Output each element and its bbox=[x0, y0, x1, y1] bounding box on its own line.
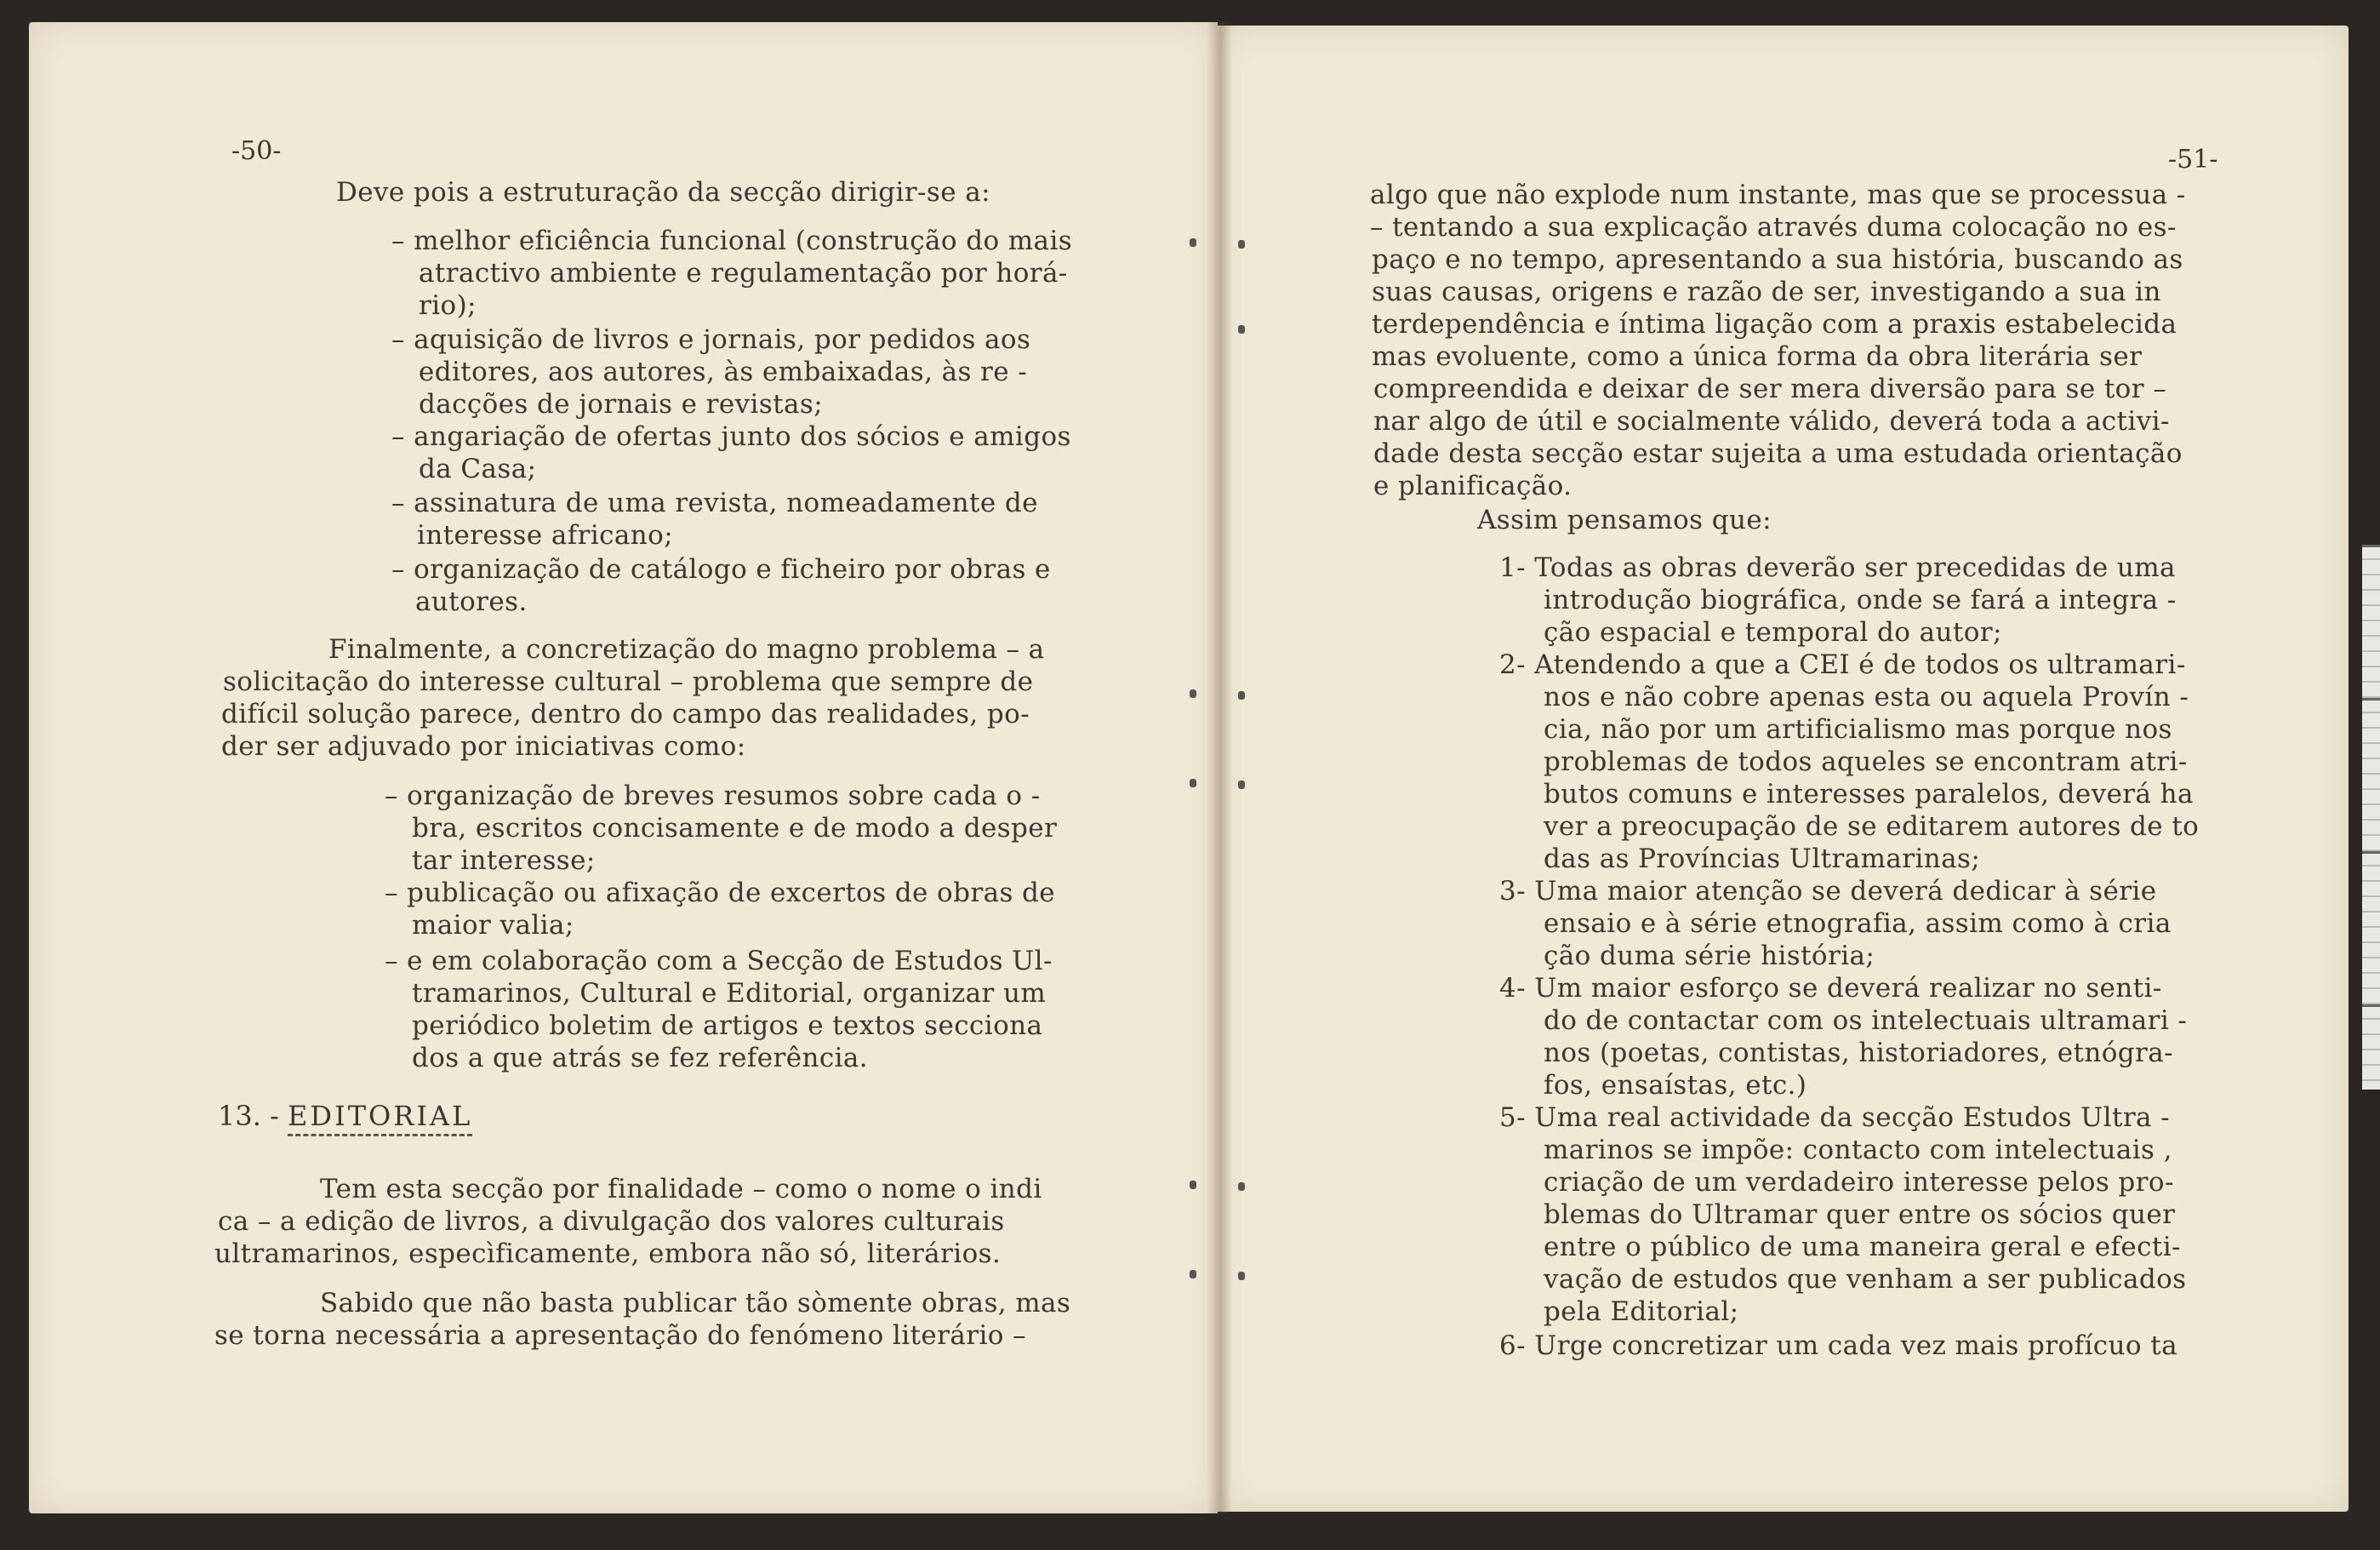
text-line: periódico boletim de artigos e textos secciona bbox=[412, 1010, 1043, 1041]
text-line: vação de estudos que venham a ser publicados bbox=[1544, 1264, 2187, 1295]
binding-mark bbox=[1238, 325, 1245, 334]
text-line: ensaio e à série etnografia, assim como à cria bbox=[1544, 908, 2172, 939]
text-line: ca – a edição de livros, a divulgação dos valores culturais bbox=[218, 1206, 1005, 1237]
text-line: 5- Uma real actividade da secção Estudos Ultra - bbox=[1499, 1102, 2171, 1133]
text-line: 3- Uma maior atenção se deverá dedicar à série bbox=[1499, 876, 2157, 907]
text-line: butos comuns e interesses paralelos, deverá ha bbox=[1544, 779, 2194, 809]
text-line: nos e não cobre apenas esta ou aquela Provín - bbox=[1544, 682, 2189, 712]
text-line: das as Províncias Ultramarinas; bbox=[1544, 844, 1981, 874]
text-line: Assim pensamos que: bbox=[1477, 505, 1772, 535]
text-line: fos, ensaístas, etc.) bbox=[1544, 1070, 1807, 1101]
text-line: – organização de breves resumos sobre cada o - bbox=[385, 781, 1041, 811]
text-line: e planificação. bbox=[1373, 471, 1572, 501]
text-line: da Casa; bbox=[419, 454, 537, 484]
text-line: marinos se impõe: contacto com intelectuais , bbox=[1544, 1135, 2172, 1165]
text-line: – angariação de ofertas junto dos sócios e amigos bbox=[391, 421, 1071, 452]
text-line: – aquisição de livros e jornais, por pedidos aos bbox=[391, 324, 1031, 355]
text-line: maior valia; bbox=[412, 910, 574, 941]
text-line: paço e no tempo, apresentando a sua história, buscando as bbox=[1372, 244, 2183, 275]
text-line: entre o público de uma maneira geral e efecti- bbox=[1544, 1232, 2181, 1262]
binding-mark bbox=[1238, 691, 1245, 700]
text-line: 6- Urge concretizar um cada vez mais profícuo ta bbox=[1499, 1330, 2177, 1361]
text-line: Deve pois a estruturação da secção dirigir-se a: bbox=[336, 177, 990, 208]
text-line: tramarinos, Cultural e Editorial, organizar um bbox=[412, 978, 1047, 1009]
text-line: 1- Todas as obras deverão ser precedidas de uma bbox=[1499, 552, 2176, 583]
text-line: dade desta secção estar sujeita a uma estudada orientação bbox=[1373, 438, 2183, 469]
text-line: ultramarinos, especìficamente, embora não só, literários. bbox=[214, 1238, 1002, 1269]
text-line: 4- Um maior esforço se deverá realizar no senti- bbox=[1499, 973, 2162, 1004]
text-line: blemas do Ultramar quer entre os sócios quer bbox=[1544, 1199, 2176, 1230]
text-line: – organização de catálogo e ficheiro por obras e bbox=[391, 554, 1051, 585]
text-line: compreendida e deixar de ser mera diversão para se tor – bbox=[1373, 374, 2167, 404]
text-line: mas evoluente, como a única forma da obra literária ser bbox=[1372, 341, 2143, 372]
text-line: rio); bbox=[419, 290, 477, 321]
text-line: atractivo ambiente e regulamentação por horá- bbox=[419, 258, 1068, 289]
text-line: se torna necessária a apresentação do fenómeno literário – bbox=[214, 1320, 1027, 1351]
text-line: – assinatura de uma revista, nomeadamente de bbox=[391, 488, 1038, 518]
binding-mark bbox=[1238, 1272, 1245, 1280]
text-line: do de contactar com os intelectuais ultramari - bbox=[1544, 1005, 2188, 1036]
text-line: Finalmente, a concretização do magno problema – a bbox=[328, 634, 1045, 665]
text-line: introdução biográfica, onde se fará a integra - bbox=[1544, 585, 2177, 615]
text-line: – e em colaboração com a Secção de Estudos Ul- bbox=[385, 946, 1053, 976]
text-line: Sabido que não basta publicar tão sòmente obras, mas bbox=[320, 1288, 1071, 1318]
text-line: pela Editorial; bbox=[1544, 1296, 1739, 1327]
text-line: terdependência e íntima ligação com a praxis estabelecida bbox=[1372, 309, 2177, 340]
section-heading bbox=[218, 1100, 472, 1132]
text-line: interesse africano; bbox=[417, 520, 674, 551]
text-line: ção espacial e temporal do autor; bbox=[1544, 617, 2002, 648]
text-line: suas causas, origens e razão de ser, investigando a sua in bbox=[1372, 277, 2161, 307]
text-line: difícil solução parece, dentro do campo das realidades, po- bbox=[221, 699, 1030, 729]
text-line: algo que não explode num instante, mas que se processua - bbox=[1370, 180, 2186, 210]
binding-mark bbox=[1190, 238, 1196, 247]
binding-mark bbox=[1190, 689, 1196, 698]
text-line: bra, escritos concisamente e de modo a desper bbox=[412, 813, 1058, 844]
text-line: – publicação ou afixação de excertos de obras de bbox=[385, 878, 1056, 908]
text-line: criação de um verdadeiro interesse pelos pro- bbox=[1544, 1167, 2174, 1198]
text-line: nar algo de útil e socialmente válido, deverá toda a activi- bbox=[1373, 406, 2170, 437]
text-line: – melhor eficiência funcional (construção do mais bbox=[391, 226, 1073, 256]
text-line: Tem esta secção por finalidade – como o nome o indi bbox=[320, 1174, 1042, 1204]
scale-ruler bbox=[2362, 545, 2380, 1090]
binding-mark bbox=[1238, 1182, 1245, 1191]
binding-mark bbox=[1190, 1181, 1196, 1189]
text-line: dos a que atrás se fez referência. bbox=[412, 1043, 869, 1073]
text-line: problemas de todos aqueles se encontram atri- bbox=[1544, 746, 2188, 777]
text-line: cia, não por um artificialismo mas porque nos bbox=[1544, 714, 2172, 745]
binding-mark bbox=[1190, 1270, 1196, 1278]
section-title: EDITORIAL bbox=[288, 1100, 472, 1136]
binding-mark bbox=[1238, 781, 1245, 789]
text-line: 2- Atendendo a que a CEI é de todos os ultramari- bbox=[1499, 649, 2186, 680]
left-page-number: -50- bbox=[231, 136, 282, 166]
text-line: – tentando a sua explicação através duma colocação no es- bbox=[1370, 212, 2177, 243]
text-line: der ser adjuvado por iniciativas como: bbox=[221, 731, 746, 762]
binding-mark bbox=[1238, 240, 1245, 249]
binding-mark bbox=[1190, 779, 1196, 787]
right-page-number: -51- bbox=[2168, 145, 2218, 174]
text-line: ção duma série história; bbox=[1544, 941, 1875, 971]
text-line: solicitação do interesse cultural – problema que sempre de bbox=[223, 666, 1034, 697]
section-number: 13. - bbox=[218, 1100, 279, 1132]
text-line: dacções de jornais e revistas; bbox=[419, 389, 824, 420]
text-line: editores, aos autores, às embaixadas, às re - bbox=[419, 357, 1028, 387]
text-line: autores. bbox=[415, 586, 528, 617]
text-line: tar interesse; bbox=[412, 845, 596, 876]
text-line: nos (poetas, contistas, historiadores, etnógra- bbox=[1544, 1038, 2173, 1068]
book-gutter bbox=[1207, 22, 1232, 1513]
text-line: ver a preocupação de se editarem autores de to bbox=[1544, 811, 2200, 842]
